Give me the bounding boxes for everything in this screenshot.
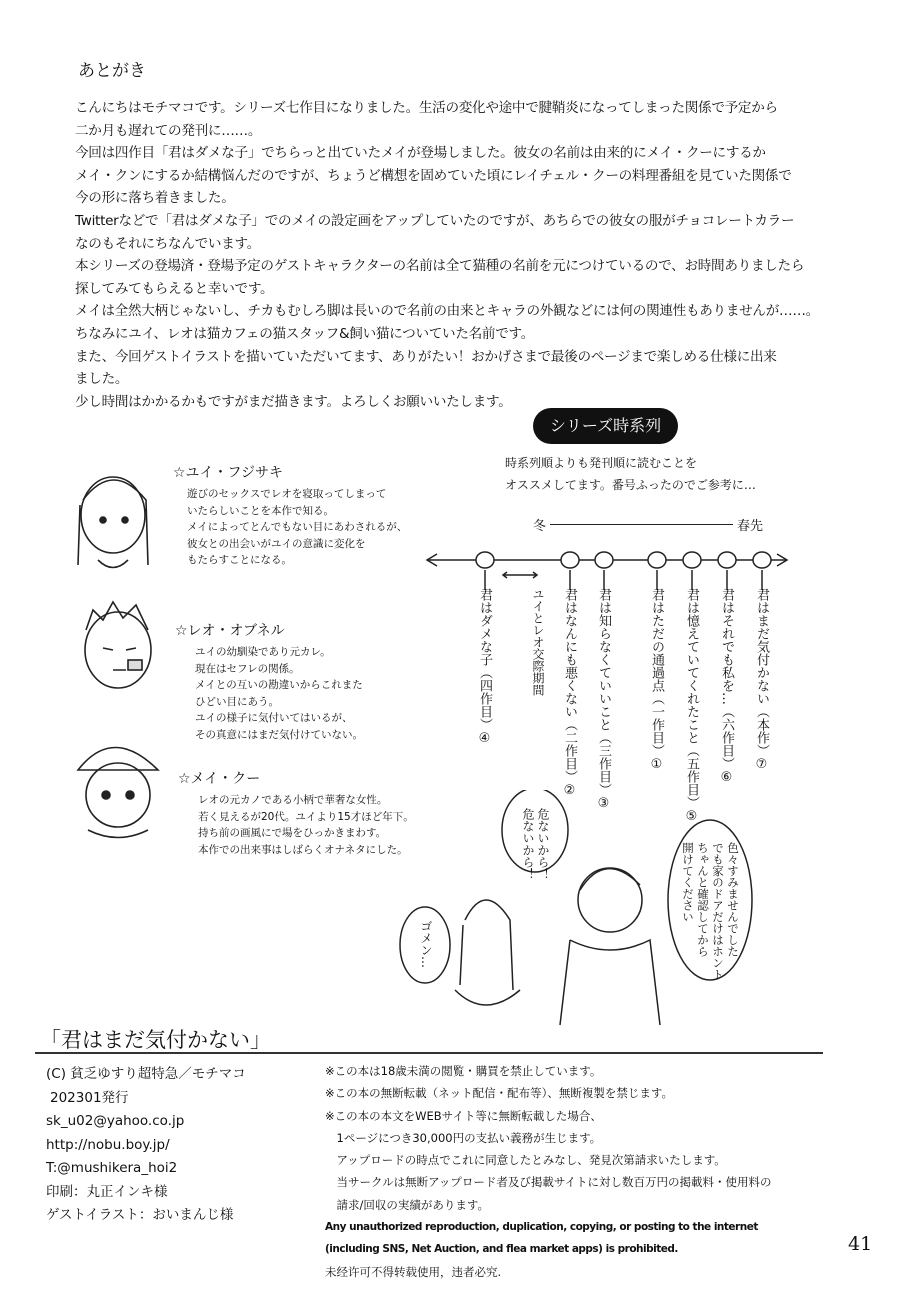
timeline-subtitle-line: 時系列順よりも発刊順に読むことを xyxy=(505,456,698,470)
season-range xyxy=(533,515,763,534)
guest-illustrator: ゲストイラスト：おいまんじ様 xyxy=(46,1207,234,1223)
legal-note: 当サークルは無断アップロード者及び掲載サイトに対し数百万円の掲載料・使用料の xyxy=(325,1175,772,1190)
afterword-line: 本シリーズの登場済・登場予定のゲストキャラクターの名前は全て猫種の名前を元につけているので、お時間ありましたら xyxy=(75,258,805,275)
afterword-line: メイ・クンにするか結構悩んだのですが、ちょうど構想を固めていた頃にレイチェル・クーの料理番組を見ていた関係で xyxy=(75,167,792,184)
timeline-entry: 君はまだ気付かない（本作）⑦ xyxy=(754,588,769,772)
character-note: レオの元カノである小柄で華奢な女性。 xyxy=(198,794,388,806)
character-note: 若く見えるが20代。ユイより15才ほど年下。 xyxy=(198,810,414,823)
character-note: ユイの幼馴染であり元カレ。 xyxy=(195,646,331,658)
email: sk_u02@yahoo.co.jp xyxy=(46,1113,185,1129)
character-name: ☆ユイ・フジサキ xyxy=(173,465,283,481)
timeline-entry: 君はそれでも私を…（六作目）⑥ xyxy=(719,588,734,785)
afterword-line: 今回は四作目「君はダメな子」でちらっと出ていたメイが登場しました。彼女の名前は由来的にメイ・クーにするか xyxy=(75,145,766,162)
character-note: メイとの互いの勘違いからこれまた xyxy=(195,679,363,691)
book-title: 「君はまだ気付かない」 xyxy=(40,1028,271,1052)
afterword-line: ちなみにユイ、レオは猫カフェの猫スタッフ&飼い猫についていた名前です。 xyxy=(75,325,535,342)
legal-notes xyxy=(325,1060,772,1283)
timeline-node xyxy=(753,552,771,568)
timeline-node xyxy=(595,552,613,568)
character-leo xyxy=(175,620,363,743)
legal-note: 請求/回収の実績があります。 xyxy=(325,1197,489,1212)
afterword-line: 少し時間はかかるかもですがまだ描きます。よろしくお願いいたします。 xyxy=(75,393,512,410)
character-note: 彼女との出会いがユイの意識に変化を xyxy=(187,537,366,550)
yui-face-icon xyxy=(78,477,148,568)
bubble-apology: 色々すみませんでした でも家のドアだけはホント ちゃんと確認してから 開けてください xyxy=(681,842,740,980)
legal-note: ※この本は18歳未満の閲覧・購買を禁止しています。 xyxy=(325,1064,602,1078)
legal-note: 1ページにつき30,000円の支払い義務が生じます。 xyxy=(325,1130,602,1145)
afterword-line: こんにちはモチマコです。シリーズ七作目になりました。生活の変化や途中で腱鞘炎になってしまった関係で予定から xyxy=(75,100,778,116)
afterword-line: 今の形に落ち着きました。 xyxy=(75,190,235,207)
character-note: もたらすことになる。 xyxy=(187,554,292,566)
afterword-title: あとがき xyxy=(78,61,146,81)
double-arrow-icon xyxy=(550,524,733,525)
season-end: 春先 xyxy=(736,519,763,534)
character-note: メイによってとんでもない目にあわされるが、 xyxy=(187,521,408,533)
website: http://nobu.boy.jp/ xyxy=(46,1136,170,1153)
divider xyxy=(35,1052,823,1054)
timeline-entry: 君は憶えていてくれたこと（五作目）⑤ xyxy=(684,588,699,824)
colophon xyxy=(46,1063,246,1228)
bubble-dangerous: 危ないから！ 危ないから！ xyxy=(521,808,550,880)
legal-note-en: Any unauthorized reproduction, duplication, copying, or posting to the internet xyxy=(325,1221,758,1234)
afterword-body xyxy=(75,97,865,413)
character-name: ☆メイ・クー xyxy=(178,771,261,787)
timeline-node xyxy=(648,552,666,568)
leo-face-icon xyxy=(85,602,151,688)
character-note: 現在はセフレの関係。 xyxy=(195,662,300,675)
timeline-entry: 君はただの通過点（一作目）① xyxy=(649,588,664,772)
copyright: (C) 貧乏ゆすり超特急／モチマコ xyxy=(46,1066,246,1082)
season-start: 冬 xyxy=(533,519,547,534)
timeline-entry: 君は知らなくていいこと（三作目）③ xyxy=(596,588,611,811)
timeline-subtitle-line: オススメしてます。番号ふったのでご参考に… xyxy=(505,478,756,492)
legal-note: ※この本の無断転載（ネット配信・配布等）、無断複製を禁じます。 xyxy=(325,1086,673,1101)
legal-note-zh: 未经许可不得转载使用，违者必究. xyxy=(325,1264,502,1279)
legal-note: ※この本の本文をWEBサイト等に無断転載した場合、 xyxy=(325,1108,602,1123)
timeline-node xyxy=(718,552,736,568)
afterword-line: なのもそれにちなんでいます。 xyxy=(75,235,261,252)
character-note: ひどい目にあう。 xyxy=(195,695,279,708)
character-mei xyxy=(178,768,414,858)
afterword-line: ました。 xyxy=(75,371,129,388)
twitter: T:@mushikera_hoi2 xyxy=(46,1160,178,1176)
timeline-subtitle xyxy=(505,452,756,496)
character-yui xyxy=(173,462,407,569)
timeline-node xyxy=(561,552,579,568)
mei-face-icon xyxy=(78,748,158,838)
character-note: 本作での出来事はしばらくオナネタにした。 xyxy=(198,843,408,856)
afterword-line: メイは全然大柄じゃないし、チカもむしろ脚は長いので名前の由来とキャラの外観などには何の関連性もありませんが……。 xyxy=(75,303,819,320)
character-name: ☆レオ・オブネル xyxy=(175,623,285,639)
timeline-entry: 君はダメな子（四作目）④ xyxy=(477,588,492,746)
legal-note: アップロードの時点でこれに同意したとみなし、発見次第請求いたします。 xyxy=(325,1153,726,1168)
character-note: ユイの様子に気付いてはいるが、 xyxy=(195,712,353,724)
character-sketches xyxy=(68,460,178,880)
interval-label: ユイとレオ交際期間 xyxy=(531,588,545,696)
afterword-line: Twitterなどで「君はダメな子」でのメイの設定画をアップしていたのですが、あちらでの彼女の服がチョコレートカラー xyxy=(75,212,795,229)
bubble-sorry: ゴメン… xyxy=(419,920,433,968)
printer: 印刷：丸正インキ様 xyxy=(46,1183,168,1200)
character-note: その真意にはまだ気付けていない。 xyxy=(195,728,363,741)
issue-date: 202301発行 xyxy=(50,1089,129,1106)
afterword-line: 探してみてもらえると幸いです。 xyxy=(75,280,274,297)
timeline-axis xyxy=(425,545,790,590)
character-note: 持ち前の画風にで場をひっかきまわす。 xyxy=(198,827,387,839)
timeline-node xyxy=(683,552,701,568)
character-note: いたらしいことを本作で知る。 xyxy=(187,504,334,517)
timeline-entry: 君はなんにも悪くない（二作目）② xyxy=(562,588,577,798)
timeline-node xyxy=(476,552,494,568)
page-number: 41 xyxy=(848,1233,873,1255)
timeline-title: シリーズ時系列 xyxy=(533,408,678,444)
legal-note-en: (including SNS, Net Auction, and flea market apps) is prohibited. xyxy=(325,1243,678,1256)
character-note: 遊びのセックスでレオを寝取ってしまって xyxy=(187,488,387,500)
afterword-line: また、今回ゲストイラストを描いていただいてます、ありがたい！おかげさまで最後のページまで楽しめる仕様に出来 xyxy=(75,348,777,365)
afterword-line: 二か月も遅れての発刊に……。 xyxy=(75,122,262,139)
